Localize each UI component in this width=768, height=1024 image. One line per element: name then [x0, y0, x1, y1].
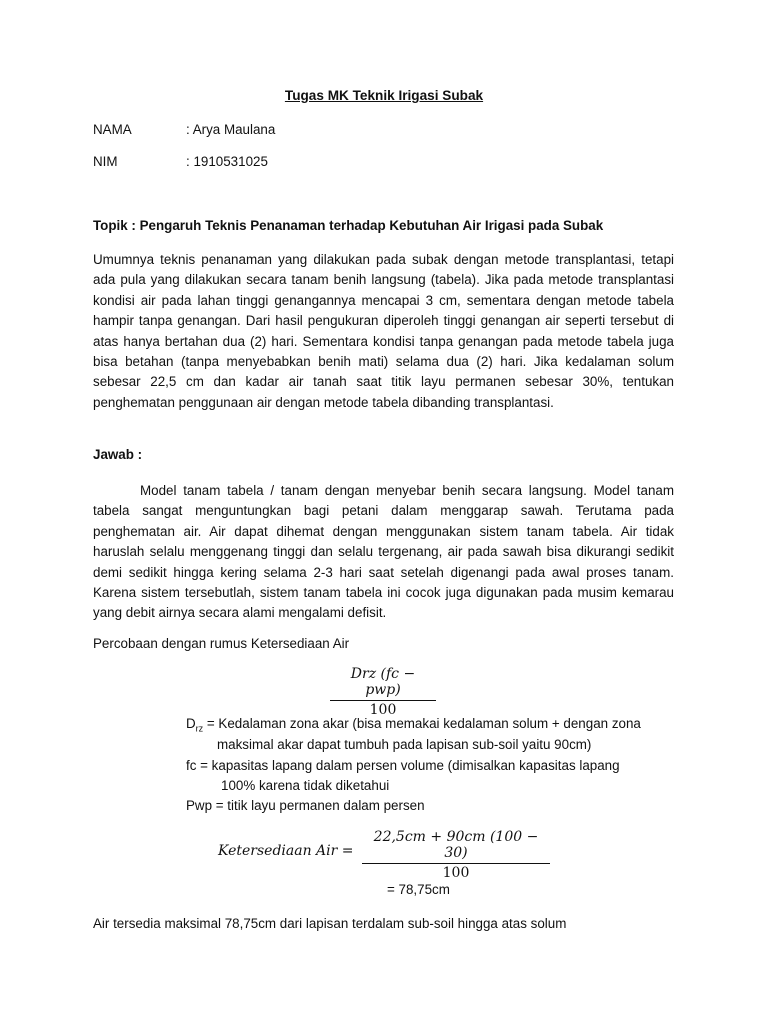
definition-pwp: Pwp = titik layu permanen dalam persen: [186, 798, 425, 813]
formula2-numerator: 22,5cm + 90cm (100 − 30): [373, 829, 539, 861]
nim-value: : 1910531025: [186, 154, 268, 169]
definition-fc-cont: 100% karena tidak diketahui: [221, 778, 390, 793]
problem-text: Umumnya teknis penanaman yang dilakukan pada subak dengan metode transplantasi, tetapi ada pula yang dilakukan secara tanam benih langsung (tabela). Jika pada metode transplantasi kondisi air pada lahan tinggi genangannya mencapai 3 cm, sementara dengan metode tabela hampir tanpa genangan. Dari hasil pengukuran diperoleh tinggi genangan air seperti tersebut di atas hanya bertahan dua (2) hari. Sementara kondisi tanpa genangan pada metode tabela juga bisa betahan (tanpa menyebabkan benih mati) selama dua (2) hari. Jika kedalaman solum sebesar 22,5 cm dan kadar air tanah saat titik layu permanen sebesar 30%, tentukan penghematan penggunaan air dengan metode tabela dibanding transplantasi.: [93, 252, 674, 410]
fraction-bar: [362, 863, 550, 864]
name-label: NAMA: [93, 122, 132, 137]
conclusion-text: Air tersedia maksimal 78,75cm dari lapisan terdalam sub-soil hingga atas solum: [93, 916, 567, 931]
calculation-result: = 78,75cm: [387, 882, 450, 897]
formula1-numerator: Drz (fc − pwp): [350, 666, 416, 698]
formula1-denominator: 100: [369, 702, 397, 718]
drz-text: = Kedalaman zona akar (bisa memakai kedalaman solum + dengan zona: [203, 716, 641, 731]
definition-drz-cont: maksimal akar dapat tumbuh pada lapisan sub-soil yaitu 90cm): [217, 737, 592, 752]
formula2-lhs: Ketersediaan Air =: [218, 843, 354, 859]
definition-drz: [186, 716, 641, 734]
problem-paragraph: [93, 250, 674, 413]
formula-available-water: [330, 666, 436, 718]
formula-intro: Percobaan dengan rumus Ketersediaan Air: [93, 636, 350, 651]
answer-paragraph: [93, 481, 674, 624]
answer-label: Jawab :: [93, 447, 143, 462]
drz-symbol: D: [186, 716, 196, 731]
nim-label: NIM: [93, 154, 118, 169]
formula2-denominator: 100: [442, 865, 470, 881]
topic-heading: Topik : Pengaruh Teknis Penanaman terhadap Kebutuhan Air Irigasi pada Subak: [93, 218, 604, 233]
definition-fc: fc = kapasitas lapang dalam persen volume (dimisalkan kapasitas lapang: [186, 758, 620, 773]
drz-subscript: rz: [195, 723, 204, 734]
name-value: : Arya Maulana: [186, 122, 276, 137]
formula-calculation: [362, 829, 550, 881]
answer-text: Model tanam tabela / tanam dengan menyebar benih secara langsung. Model tanam tabela sangat menguntungkan bagi petani dalam menggarap sawah. Terutama pada penghematan air. Air dapat dihemat dengan menggunakan sistem tanam tabela. Air tidak haruslah selalu menggenang tinggi dan selalu tergenang, air pada sawah bisa dikurangi sedikit demi sedikit hingga kering selama 2-3 hari saat setelah digenangi pada awal proses tanam. Karena sistem tersebutlah, sistem tanam tabela ini cocok juga digunakan pada musim kemarau yang debit airnya secara alami mengalami defisit.: [93, 483, 674, 621]
fraction-bar: [330, 700, 436, 701]
document-title: Tugas MK Teknik Irigasi Subak: [284, 88, 484, 103]
